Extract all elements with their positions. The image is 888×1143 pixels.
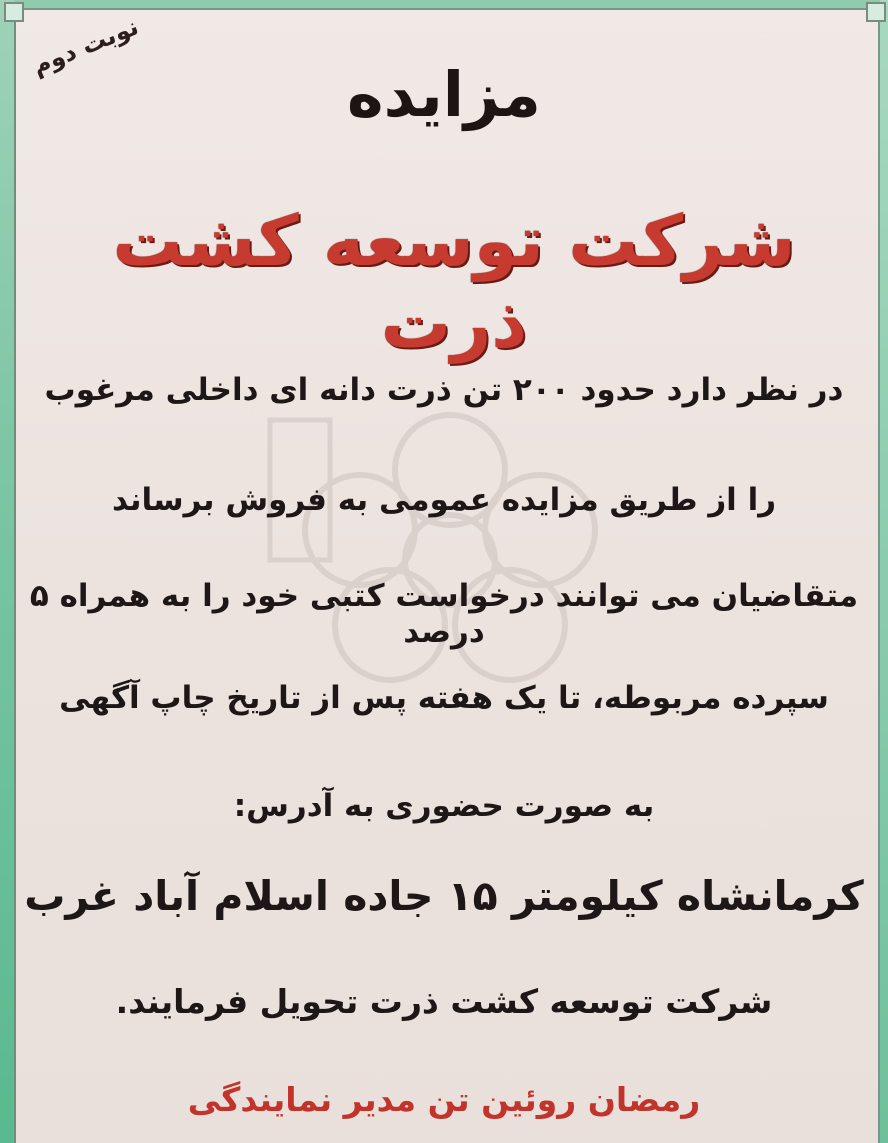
ad-title: مزایده xyxy=(347,58,541,131)
left-green-border xyxy=(0,0,16,1143)
corner-ornament-icon xyxy=(4,2,24,22)
ad-body-line: سپرده مربوطه، تا یک هفته پس از تاریخ چاپ آگهی xyxy=(59,680,829,716)
signature-line: رمضان روئین تن مدیر نمایندگی xyxy=(187,1080,701,1119)
publication-round-label: نوبت دوم xyxy=(28,12,143,81)
ad-body-line: به صورت حضوری به آدرس: xyxy=(233,788,655,824)
ad-body-line: متقاضیان می توانند درخواست کتبی خود را به همراه ۵ درصد xyxy=(29,578,859,650)
corner-ornament-icon xyxy=(866,2,886,22)
ad-body-line: را از طریق مزایده عمومی به فروش برساند xyxy=(111,482,777,518)
right-green-border xyxy=(878,0,888,1143)
address-line: کرمانشاه کیلومتر ۱۵ جاده اسلام آباد غرب xyxy=(24,872,864,920)
company-name-heading: شرکت توسعه کشت ذرت xyxy=(112,200,796,364)
ad-body-line: در نظر دارد حدود ۲۰۰ تن ذرت دانه ای داخلی مرغوب xyxy=(44,372,844,408)
ad-body-line: شرکت توسعه کشت ذرت تحویل فرمایند. xyxy=(115,982,773,1021)
